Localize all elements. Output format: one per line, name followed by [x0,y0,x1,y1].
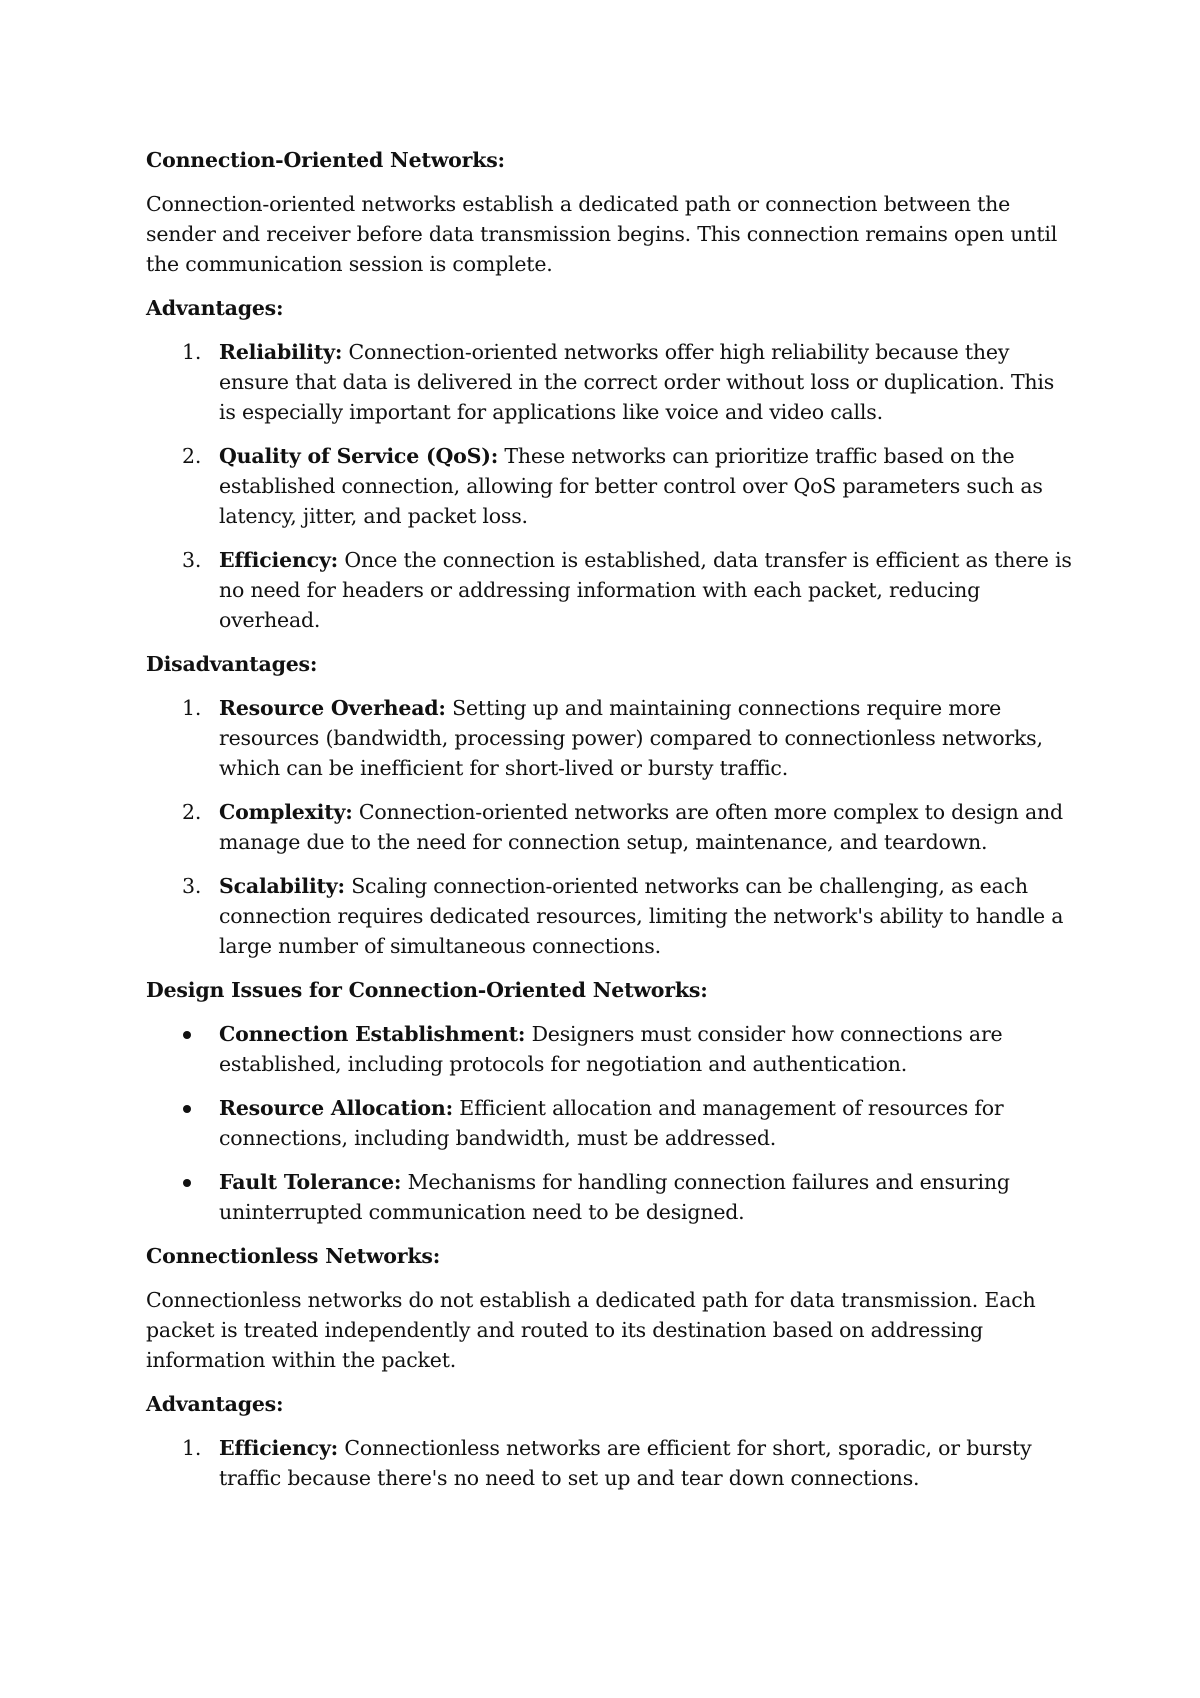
design-issues-list [146,1019,1076,1227]
list-item [146,871,1076,961]
item-term: Fault Tolerance: [219,1170,402,1194]
connectionless-advantages-list [146,1433,1076,1493]
item-text: Connection-oriented networks offer high reliability because they ensure that data is delivered in the correct order without loss or duplication. This is especially important for applications like voice and video calls. [219,340,1055,424]
item-term: Complexity: [219,800,353,824]
intro-paragraph-connectionless: Connectionless networks do not establish a dedicated path for data transmission. Each packet is treated independently and routed to its destination based on addressing information within the packet. [146,1288,1036,1372]
bullet-icon [183,1179,191,1187]
design-issues-heading: Design Issues for Connection-Oriented Networks: [146,978,708,1002]
list-item [146,1019,1076,1079]
item-term: Efficiency: [219,548,339,572]
item-term: Reliability: [219,340,343,364]
list-item [146,545,1076,635]
disadvantages-list [146,693,1076,961]
list-number: 3. [182,874,202,898]
list-item [146,1433,1076,1493]
list-item [146,1093,1076,1153]
bullet-icon [183,1031,191,1039]
item-term: Resource Allocation: [219,1096,453,1120]
item-text: Designers must consider how connections are established, including protocols for negotiation and authentication. [219,1022,1003,1076]
item-text: Mechanisms for handling connection failures and ensuring uninterrupted communication need to be designed. [219,1170,1010,1224]
item-text: These networks can prioritize traffic based on the established connection, allowing for better control over QoS parameters such as latency, jitter, and packet loss. [219,444,1043,528]
list-number: 1. [182,1436,202,1460]
intro-paragraph-connection-oriented: Connection-oriented networks establish a dedicated path or connection between the sender and receiver before data transmission begins. This connection remains open until the communication session is complete. [146,192,1058,276]
list-number: 2. [182,800,202,824]
section-heading-connectionless: Connectionless Networks: [146,1244,441,1268]
item-term: Efficiency: [219,1436,339,1460]
item-text: Efficient allocation and management of resources for connections, including bandwidth, must be addressed. [219,1096,1004,1150]
list-number: 3. [182,548,202,572]
item-term: Resource Overhead: [219,696,446,720]
list-number: 1. [182,696,202,720]
item-text: Connectionless networks are efficient for short, sporadic, or bursty traffic because there's no need to set up and tear down connections. [219,1436,1032,1490]
section-heading-connection-oriented: Connection-Oriented Networks: [146,148,505,172]
item-text: Setting up and maintaining connections require more resources (bandwidth, processing power) compared to connectionless networks, which can be inefficient for short-lived or bursty traffic. [219,696,1043,780]
list-item [146,337,1076,427]
list-number: 2. [182,444,202,468]
bullet-icon [183,1105,191,1113]
document-page [146,145,1076,1507]
item-term: Connection Establishment: [219,1022,526,1046]
advantages-heading: Advantages: [146,296,284,320]
list-number: 1. [182,340,202,364]
item-term: Scalability: [219,874,345,898]
advantages-list [146,337,1076,635]
disadvantages-heading: Disadvantages: [146,652,318,676]
advantages-heading-connectionless: Advantages: [146,1392,284,1416]
list-item [146,693,1076,783]
list-item [146,441,1076,531]
item-text: Connection-oriented networks are often more complex to design and manage due to the need for connection setup, maintenance, and teardown. [219,800,1063,854]
list-item [146,1167,1076,1227]
item-text: Scaling connection-oriented networks can be challenging, as each connection requires dedicated resources, limiting the network's ability to handle a large number of simultaneous connections. [219,874,1064,958]
list-item [146,797,1076,857]
item-text: Once the connection is established, data transfer is efficient as there is no need for headers or addressing information with each packet, reducing overhead. [219,548,1072,632]
item-term: Quality of Service (QoS): [219,444,499,468]
